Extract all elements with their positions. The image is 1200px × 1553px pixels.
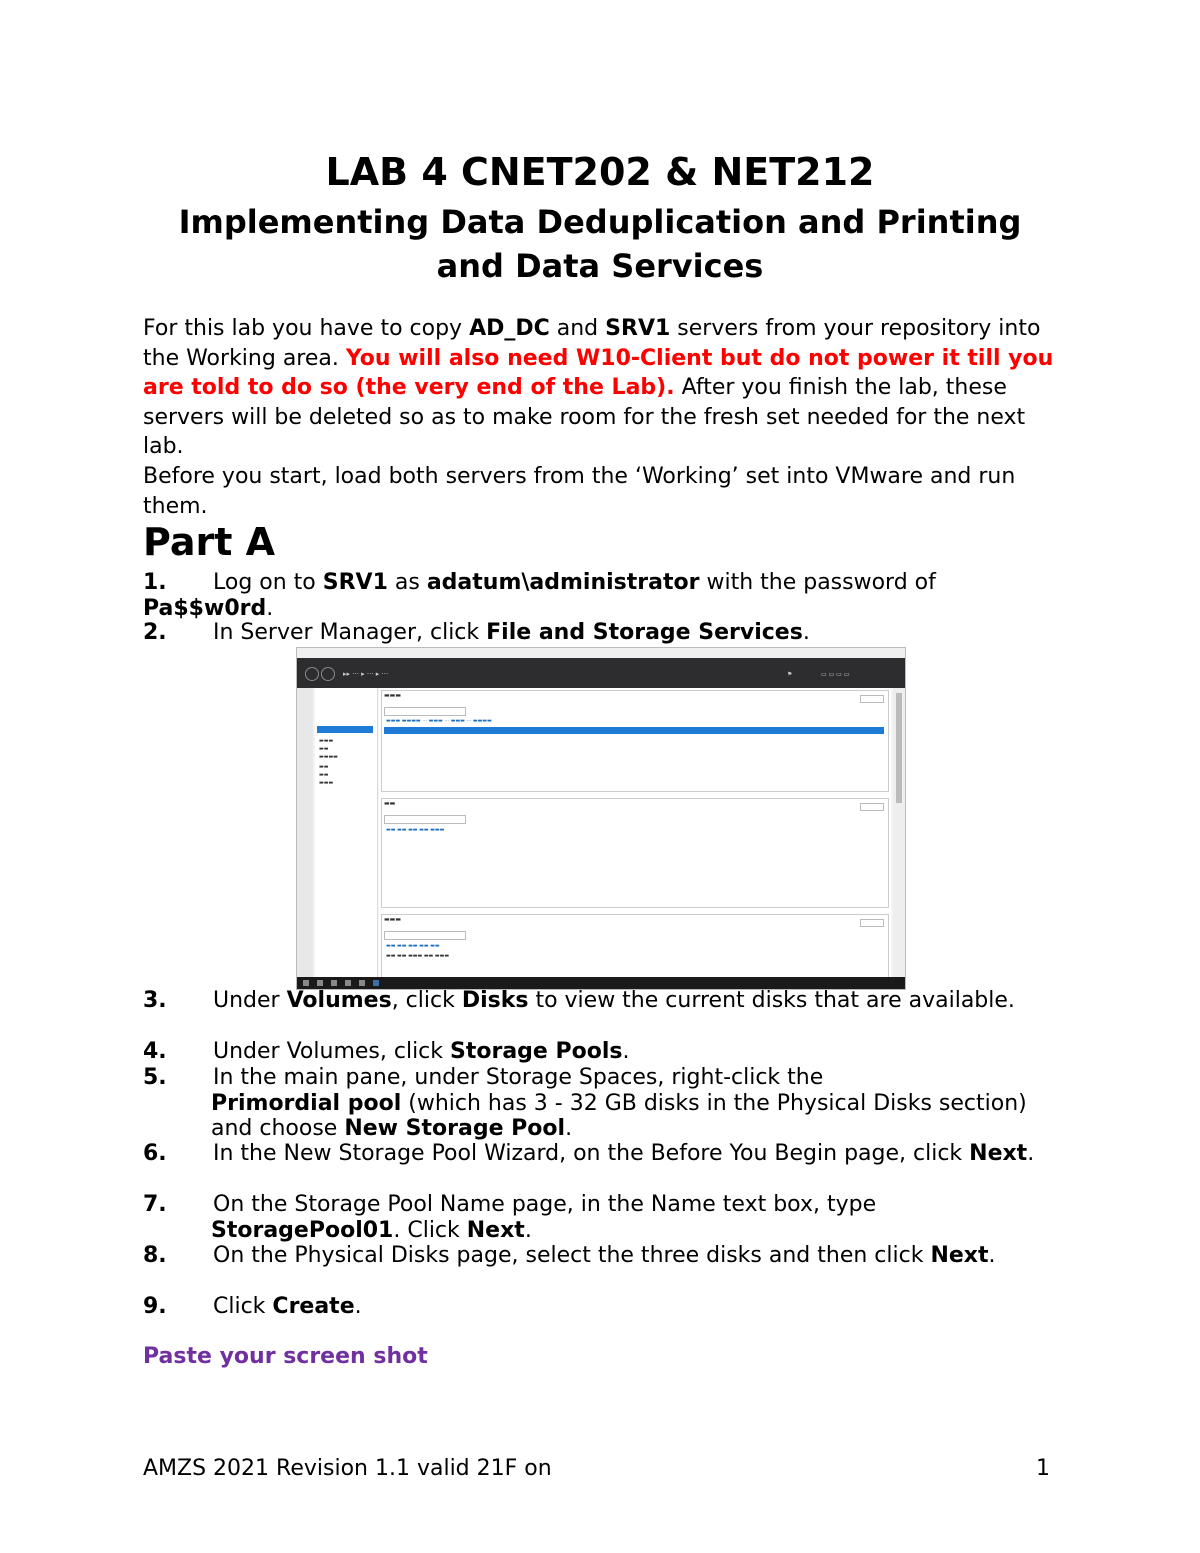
column-headers: ▬▬▬ ▬▬▬▬ ··· ▬▬▬ ··· ▬▬▬ ··· ▬▬▬▬	[386, 718, 492, 724]
document-subtitle: Implementing Data Deduplication and Printing and Data Services	[178, 203, 1022, 285]
page-footer: AMZS 2021 Revision 1.1 valid 21F on	[143, 1456, 552, 1481]
breadcrumb: ▸▸ ··· ▸ ··· ▸ ···	[343, 670, 389, 678]
server-manager-titlebar	[297, 658, 905, 688]
step-text: .	[802, 620, 810, 645]
tasks-dropdown	[860, 803, 884, 811]
step-bold: Volumes	[286, 988, 392, 1013]
nav-pane	[315, 688, 378, 978]
step-number: 8.	[143, 1243, 167, 1268]
step-text: Under	[213, 988, 287, 1013]
task-view-icon	[331, 980, 337, 986]
step-2	[143, 620, 1063, 646]
step-bold: Next	[466, 1217, 525, 1243]
step-number: 6.	[143, 1141, 167, 1166]
step-number: 9.	[143, 1294, 167, 1319]
step-text: Click	[213, 1294, 273, 1319]
step-9	[143, 1294, 1063, 1320]
step-3	[143, 988, 1063, 1014]
step-bold: SRV1	[322, 570, 388, 595]
step-text: .	[565, 1116, 573, 1141]
intro-text-segment: servers from your repository into the Working area.	[143, 316, 1041, 371]
explorer-icon	[345, 980, 351, 986]
panel-heading: ▬▬▬	[384, 916, 402, 923]
step-text: In Server Manager, click	[213, 620, 487, 645]
powershell-icon	[359, 980, 365, 986]
intro-text-segment: For this lab you have to copy	[143, 316, 470, 341]
step-bold: Create	[272, 1294, 355, 1319]
tasks-dropdown	[860, 695, 884, 703]
nav-item: ▬▬▬▬	[319, 754, 338, 760]
step-bold: Next	[930, 1243, 989, 1268]
step-8	[143, 1243, 1063, 1269]
step-number: 1.	[143, 570, 167, 595]
step-text: as	[387, 570, 427, 595]
nav-item: ▬▬▬	[319, 780, 334, 786]
paste-screenshot-prompt: Paste your screen shot	[143, 1344, 428, 1369]
main-pane	[379, 688, 891, 978]
step-5	[143, 1065, 1063, 1142]
step-7	[143, 1192, 1063, 1243]
step-bold: Disks	[461, 988, 529, 1013]
step-text: Under Volumes, click	[213, 1039, 451, 1064]
step-number: 7.	[143, 1192, 167, 1217]
intro-text	[143, 314, 1063, 521]
step-bold: Primordial pool	[211, 1090, 402, 1116]
panel-bottom	[381, 914, 889, 978]
step-text: to view the current disks that are available.	[528, 988, 1015, 1013]
server-name-ad-dc: AD_DC	[469, 316, 550, 341]
step-text: .	[266, 595, 274, 621]
step-bold: Storage Pools	[450, 1039, 623, 1064]
nav-item: ▬▬	[319, 746, 329, 752]
document-title: LAB 4 CNET202 & NET212	[325, 150, 875, 194]
step-text: .	[622, 1039, 630, 1064]
page-number: 1	[1036, 1456, 1050, 1481]
step-1	[143, 570, 1063, 621]
column-headers: ▬▬ ▬▬ ▬▬ ▬▬ ▬▬▬	[386, 827, 445, 833]
step-text: On the Physical Disks page, select the three disks and then click	[213, 1243, 931, 1268]
step-bold: adatum\administrator	[426, 570, 700, 595]
step-text: In the New Storage Pool Wizard, on the Before You Begin page, click	[213, 1141, 970, 1166]
selected-row	[384, 727, 884, 734]
warning-text: You will also need W10-Client but do not power it till you are told to do so (the very end of the Lab).	[143, 345, 1054, 401]
step-bold: File and Storage Services	[486, 620, 803, 645]
start-icon	[303, 980, 309, 986]
step-text: Log on to	[213, 570, 323, 595]
nav-selected-item	[317, 726, 373, 733]
forward-icon	[321, 667, 335, 681]
part-a-heading: Part A	[143, 520, 276, 564]
step-text: On the Storage Pool Name page, in the Name text box, type	[213, 1192, 877, 1217]
step-7-continuation	[143, 1218, 1063, 1244]
scrollbar-thumb	[896, 693, 902, 803]
step-number: 3.	[143, 988, 167, 1013]
step-6	[143, 1141, 1063, 1167]
step-bold: New Storage Pool	[344, 1116, 566, 1141]
nav-item: ▬▬▬	[319, 738, 334, 744]
intro-text-segment: and	[549, 316, 606, 341]
server-manager-icon	[373, 980, 379, 986]
intro-text-segment: After you finish the lab, these servers will be deleted so as to make room for the fresh set needed for the next lab.	[143, 375, 1026, 460]
step-number: 2.	[143, 620, 167, 645]
filter-box	[384, 931, 466, 940]
step-text: .	[524, 1217, 532, 1243]
search-icon	[317, 980, 323, 986]
step-number: 5.	[143, 1065, 167, 1090]
back-icon	[305, 667, 319, 681]
step-4	[143, 1039, 1063, 1065]
filter-box	[384, 815, 466, 824]
step-text: . Click	[393, 1217, 467, 1243]
server-name-srv1: SRV1	[605, 316, 671, 341]
panel-heading: ▬▬	[384, 800, 396, 807]
panel-top	[381, 690, 889, 792]
step-text: .	[1027, 1141, 1035, 1166]
step-text: In the main pane, under Storage Spaces, right-click the	[213, 1065, 824, 1090]
step-number: 4.	[143, 1039, 167, 1064]
panel-heading: ▬▬▬	[384, 692, 402, 699]
window-top-bar	[297, 648, 905, 658]
tasks-dropdown	[860, 919, 884, 927]
step-text: (which has 3 - 32 GB disks in the Physical Disks section) and choose	[211, 1090, 1027, 1141]
step-bold: Next	[969, 1141, 1028, 1166]
step-bold: StoragePool01	[211, 1217, 394, 1243]
table-row: ▬▬ ▬▬ ▬▬▬ ▬▬ ▬▬▬	[386, 953, 450, 959]
left-icon-rail	[297, 688, 313, 978]
filter-box	[384, 707, 466, 716]
panel-middle	[381, 798, 889, 908]
step-text: .	[988, 1243, 996, 1268]
step-text: .	[354, 1294, 362, 1319]
nav-item: ▬▬	[319, 764, 329, 770]
step-5-continuation	[143, 1091, 1063, 1142]
server-manager-screenshot	[296, 647, 906, 990]
nav-item: ▬▬	[319, 772, 329, 778]
step-text: , click	[391, 988, 462, 1013]
intro-text-segment: Before you start, load both servers from the ‘Working’ set into VMware and run them.	[143, 463, 1016, 519]
step-bold: Pa$$w0rd	[143, 595, 267, 621]
column-headers: ▬▬ ▬▬ ▬▬ ▬▬ ▬▬	[386, 943, 440, 949]
menu-items: ▭ ▭ ▭ ▭	[821, 671, 850, 678]
flag-icon: ⚑	[787, 671, 793, 678]
step-text: with the password of	[699, 570, 936, 595]
